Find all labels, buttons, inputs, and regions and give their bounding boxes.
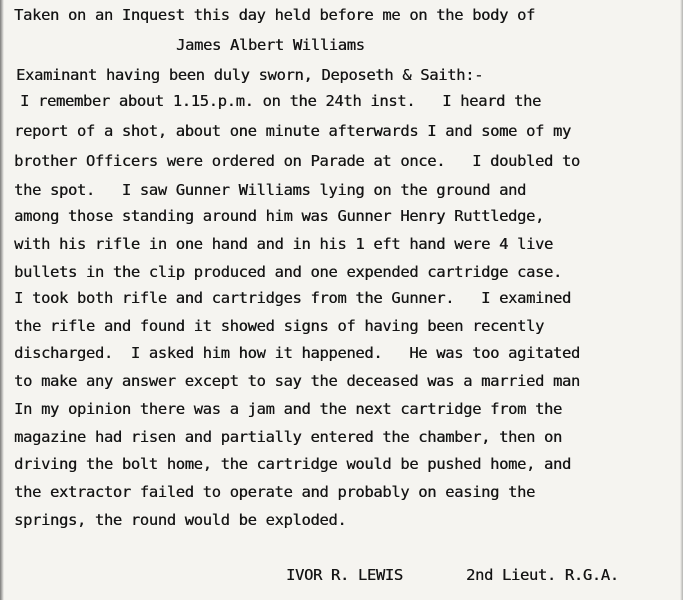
body-line: among those standing around him was Gunner Henry Ruttledge, <box>14 207 544 225</box>
body-line: the spot. I saw Gunner Williams lying on the ground and <box>14 181 526 199</box>
body-line: report of a shot, about one minute afterwards I and some of my <box>14 122 571 140</box>
body-line: with his rifle in one hand and in his 1 eft hand were 4 live <box>14 235 553 253</box>
header-line: Taken on an Inquest this day held before me on the body of <box>14 6 535 24</box>
body-line: In my opinion there was a jam and the next cartridge from the <box>14 400 562 418</box>
body-line: I remember about 1.15.p.m. on the 24th inst. I heard the <box>20 92 541 110</box>
body-line: I took both rifle and cartridges from the Gunner. I examined <box>14 289 571 307</box>
scan-edge-left <box>0 0 4 600</box>
body-line: driving the bolt home, the cartridge would be pushed home, and <box>14 455 571 473</box>
signature-rank: 2nd Lieut. R.G.A. <box>466 566 619 584</box>
body-line: discharged. I asked him how it happened. He was too agitated <box>14 344 580 362</box>
signature-name: IVOR R. LEWIS <box>286 566 403 584</box>
body-line: bullets in the clip produced and one expended cartridge case. <box>14 263 562 281</box>
oath-line: Examinant having been duly sworn, Deposeth & Saith:- <box>16 66 484 84</box>
body-line: brother Officers were ordered on Parade at once. I doubled to <box>14 152 580 170</box>
body-line: springs, the round would be exploded. <box>14 511 347 529</box>
body-line: magazine had risen and partially entered the chamber, then on <box>14 428 562 446</box>
body-line: to make any answer except to say the deceased was a married man <box>14 372 580 390</box>
body-line: the extractor failed to operate and probably on easing the <box>14 483 535 501</box>
deceased-name: James Albert Williams <box>176 36 365 54</box>
body-line: the rifle and found it showed signs of having been recently <box>14 317 544 335</box>
